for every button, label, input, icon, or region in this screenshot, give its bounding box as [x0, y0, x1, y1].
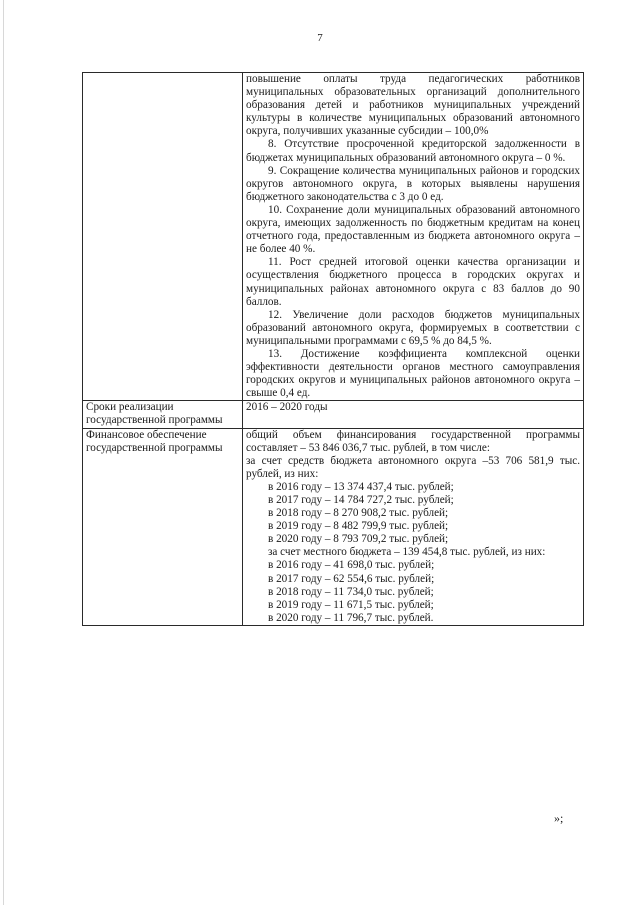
regional-year-2019: в 2019 году – 8 482 799,9 тыс. рублей;: [268, 520, 449, 533]
local-year-2017: в 2017 году – 62 554,6 тыс. рублей;: [268, 572, 435, 585]
indicator-paragraph-7-continued: повышение оплаты труда педагогических работников муниципальных образовательных организаций дополнительного образования детей и работников муниципальных учреждений культуры в количестве муниципальных образований автономного округа, получивших указанные субсидии – 100,0%: [246, 73, 580, 138]
indicator-paragraph-10: 10. Сохранение доли муниципальных образований автономного округа, имеющих задолженность по бюджетным кредитам на конец отчетного года, предоставленным из бюджета автономного округа – не более 40 %.: [246, 203, 580, 256]
table-row-timeframe: [83, 401, 584, 428]
local-year-2019: в 2019 году – 11 671,5 тыс. рублей;: [268, 598, 434, 611]
closing-quote-mark: »;: [554, 811, 564, 825]
local-year-2016: в 2016 году – 41 698,0 тыс. рублей;: [268, 559, 435, 572]
program-passport-table: [82, 72, 584, 626]
regional-year-2020: в 2020 году – 8 793 709,2 тыс. рублей;: [268, 533, 449, 546]
indicator-paragraph-12: 12. Увеличение доли расходов бюджетов муниципальных образований автономного округа, формируемых в соответствии с муниципальными программами с 69,5 % до 84,5 %.: [246, 308, 580, 347]
local-year-2018: в 2018 году – 11 734,0 тыс. рублей;: [268, 585, 434, 598]
financing-label: Финансовое обеспечение государственной программы: [83, 428, 243, 625]
regional-year-2017: в 2017 году – 14 784 727,2 тыс. рублей;: [268, 494, 454, 506]
timeframe-label: Сроки реализации государственной программы: [83, 401, 243, 428]
financing-total: общий объем финансирования государственной программы составляет – 53 846 036,7 тыс. рублей, в том числе:: [246, 428, 580, 454]
financing-cell: [243, 428, 584, 625]
local-budget-intro: за счет местного бюджета – 139 454,8 тыс. рублей, из них:: [268, 546, 546, 559]
table-row-indicators: [83, 73, 584, 401]
indicator-paragraph-8: 8. Отсутствие просроченной кредиторской задолженности в бюджетах муниципальных образований автономного округа – 0 %.: [246, 138, 580, 164]
indicators-cell: [243, 73, 584, 401]
page-number: 7: [317, 32, 323, 44]
indicator-paragraph-11: 11. Рост средней итоговой оценки качества организации и осуществления бюджетного процесса в городских округах и муниципальных районах автономного округа с 83 баллов до 90 баллов.: [246, 256, 580, 308]
regional-year-2016: в 2016 году – 13 374 437,4 тыс. рублей;: [268, 480, 454, 493]
table-row-financing: [83, 428, 584, 625]
regional-year-2018: в 2018 году – 8 270 908,2 тыс. рублей;: [268, 507, 449, 520]
scan-edge-line: [3, 0, 4, 905]
timeframe-value: 2016 – 2020 годы: [243, 401, 584, 428]
row-label-empty: [83, 73, 243, 401]
indicator-paragraph-13: 13. Достижение коэффициента комплексной оценки эффективности деятельности органов местного самоуправления городских округов и муниципальных районов автономного округа – свыше 0,4 ед.: [246, 347, 580, 400]
local-year-2020: в 2020 году – 11 796,7 тыс. рублей.: [268, 611, 434, 624]
regional-budget-intro: за счет средств бюджета автономного округа –53 706 581,9 тыс. рублей, из них:: [246, 454, 580, 480]
indicator-paragraph-9: 9. Сокращение количества муниципальных районов и городских округов автономного округа, в которых выявлены нарушения бюджетного законодательства с 3 до 0 ед.: [246, 164, 580, 203]
